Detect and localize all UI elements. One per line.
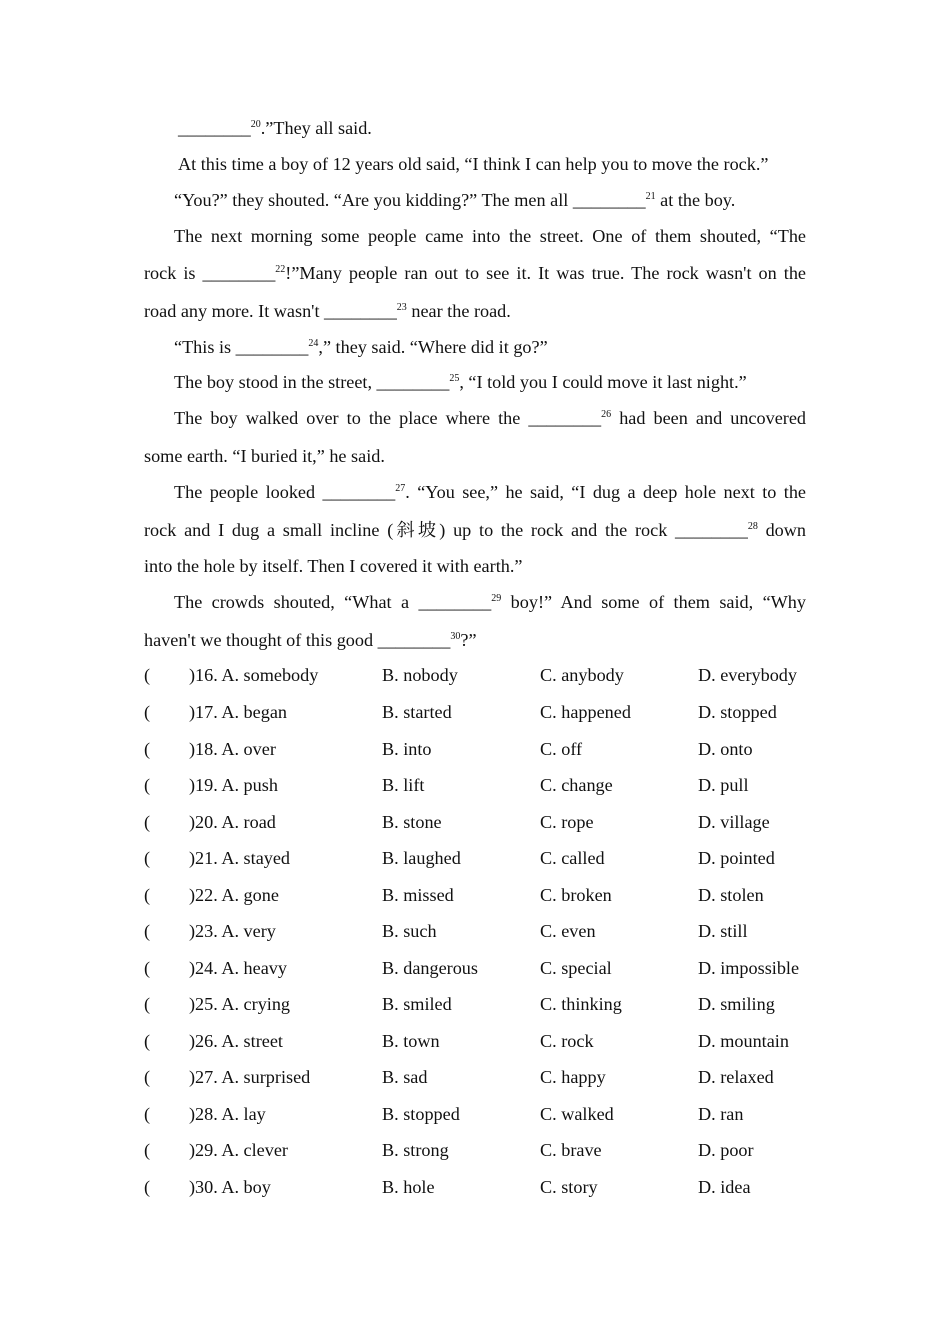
answer-paren[interactable]: ( [144, 921, 151, 941]
option-b: B. dangerous [382, 958, 478, 978]
blank-number: 20 [250, 119, 261, 130]
option-b: B. into [382, 739, 432, 759]
option-d: D. pull [698, 775, 749, 795]
blank-number: 21 [645, 191, 656, 202]
option-d: D. stopped [698, 702, 777, 722]
option-d: D. poor [698, 1140, 754, 1160]
blank-number: 23 [396, 302, 407, 313]
option-c: C. special [540, 958, 612, 978]
option-a: )30. A. boy [189, 1177, 271, 1197]
option-a: )21. A. stayed [189, 848, 291, 868]
option-c: C. story [540, 1177, 598, 1197]
blank-number: 25 [449, 373, 460, 384]
option-b: B. hole [382, 1177, 435, 1197]
passage-line-2: At this time a boy of 12 years old said, “I think I can help you to move the rock.” [178, 154, 769, 174]
answer-paren[interactable]: ( [144, 1177, 151, 1197]
passage-line-1: ________$^{20}$.”They all said. [178, 118, 372, 138]
option-a: )20. A. road [189, 812, 276, 832]
passage-line-11: The people looked ________$^{27}$. “You see,” he said, “I dug a deep hole next to the [174, 482, 806, 502]
option-a: )26. A. street [189, 1031, 283, 1051]
passage-line-4: The next morning some people came into the street. One of them shouted, “The [174, 226, 806, 246]
option-a: )19. A. push [189, 775, 278, 795]
option-a: )29. A. clever [189, 1140, 288, 1160]
option-d: D. pointed [698, 848, 775, 868]
passage-line-15: haven't we thought of this good ________$^{30}$?” [144, 630, 477, 650]
passage-line-12: rock and I dug a small incline (斜坡) up to the rock and the rock ________$^{28}$ down [144, 520, 806, 540]
option-d: D. ran [698, 1104, 744, 1124]
blank-number: 28 [747, 521, 758, 532]
option-d: D. village [698, 812, 770, 832]
blank-number: 22 [275, 264, 286, 275]
answer-paren[interactable]: ( [144, 775, 151, 795]
option-a: )24. A. heavy [189, 958, 287, 978]
passage-line-13: into the hole by itself. Then I covered it with earth.” [144, 556, 523, 576]
option-a: )17. A. began [189, 702, 287, 722]
option-c: C. change [540, 775, 613, 795]
option-d: D. smiling [698, 994, 775, 1014]
answer-paren[interactable]: ( [144, 812, 151, 832]
option-c: C. happy [540, 1067, 606, 1087]
option-c: C. brave [540, 1140, 602, 1160]
option-c: C. even [540, 921, 596, 941]
blank-20: ________ [178, 118, 251, 138]
option-b: B. lift [382, 775, 425, 795]
option-b: B. such [382, 921, 437, 941]
option-a: )22. A. gone [189, 885, 279, 905]
option-d: D. mountain [698, 1031, 789, 1051]
option-d: D. stolen [698, 885, 764, 905]
passage-line-3: “You?” they shouted. “Are you kidding?” The men all ________$^{21}$ at the boy. [174, 190, 736, 210]
option-a: )27. A. surprised [189, 1067, 311, 1087]
answer-paren[interactable]: ( [144, 994, 151, 1014]
passage-line-10: some earth. “I buried it,” he said. [144, 446, 385, 466]
option-b: B. nobody [382, 665, 458, 685]
option-d: D. idea [698, 1177, 751, 1197]
option-c: C. thinking [540, 994, 622, 1014]
option-c: C. broken [540, 885, 612, 905]
passage-line-9: The boy walked over to the place where the ________$^{26}$ had been and uncovered [174, 408, 806, 428]
option-c: C. anybody [540, 665, 624, 685]
option-b: B. started [382, 702, 452, 722]
answer-paren[interactable]: ( [144, 1140, 151, 1160]
answer-paren[interactable]: ( [144, 958, 151, 978]
passage-line-14: The crowds shouted, “What a ________$^{29}$ boy!” And some of them said, “Why [174, 592, 806, 612]
passage-line-7: “This is ________$^{24}$,” they said. “Where did it go?” [174, 337, 548, 357]
option-b: B. town [382, 1031, 440, 1051]
answer-paren[interactable]: ( [144, 1104, 151, 1124]
option-a: )23. A. very [189, 921, 276, 941]
passage-line-8: The boy stood in the street, ________$^{25}$, “I told you I could move it last night.” [174, 372, 747, 392]
option-d: D. onto [698, 739, 753, 759]
option-d: D. still [698, 921, 748, 941]
option-a: )28. A. lay [189, 1104, 266, 1124]
option-a: )18. A. over [189, 739, 276, 759]
answer-paren[interactable]: ( [144, 885, 151, 905]
option-a: )25. A. crying [189, 994, 291, 1014]
option-d: D. everybody [698, 665, 797, 685]
answer-paren[interactable]: ( [144, 848, 151, 868]
answer-paren[interactable]: ( [144, 1067, 151, 1087]
passage-line-5: rock is ________$^{22}$!”Many people ran out to see it. It was true. The rock wasn't on the [144, 263, 807, 283]
answer-paren[interactable]: ( [144, 702, 151, 722]
blank-number: 27 [395, 483, 406, 494]
answer-paren[interactable]: ( [144, 665, 151, 685]
option-b: B. stopped [382, 1104, 460, 1124]
blank-number: 29 [491, 593, 502, 604]
blank-number: 26 [601, 409, 612, 420]
answer-paren[interactable]: ( [144, 1031, 151, 1051]
option-d: D. relaxed [698, 1067, 774, 1087]
option-b: B. smiled [382, 994, 452, 1014]
option-a: )16. A. somebody [189, 665, 319, 685]
option-b: B. strong [382, 1140, 449, 1160]
option-b: B. sad [382, 1067, 428, 1087]
option-c: C. off [540, 739, 583, 759]
option-b: B. stone [382, 812, 442, 832]
option-b: B. laughed [382, 848, 461, 868]
option-c: C. rock [540, 1031, 594, 1051]
answer-paren[interactable]: ( [144, 739, 151, 759]
option-c: C. called [540, 848, 605, 868]
blank-number: 30 [450, 631, 461, 642]
option-c: C. happened [540, 702, 631, 722]
option-d: D. impossible [698, 958, 800, 978]
option-c: C. rope [540, 812, 594, 832]
blank-number: 24 [308, 338, 319, 349]
option-c: C. walked [540, 1104, 614, 1124]
option-b: B. missed [382, 885, 454, 905]
passage-line-6: road any more. It wasn't ________$^{23}$ near the road. [144, 301, 511, 321]
